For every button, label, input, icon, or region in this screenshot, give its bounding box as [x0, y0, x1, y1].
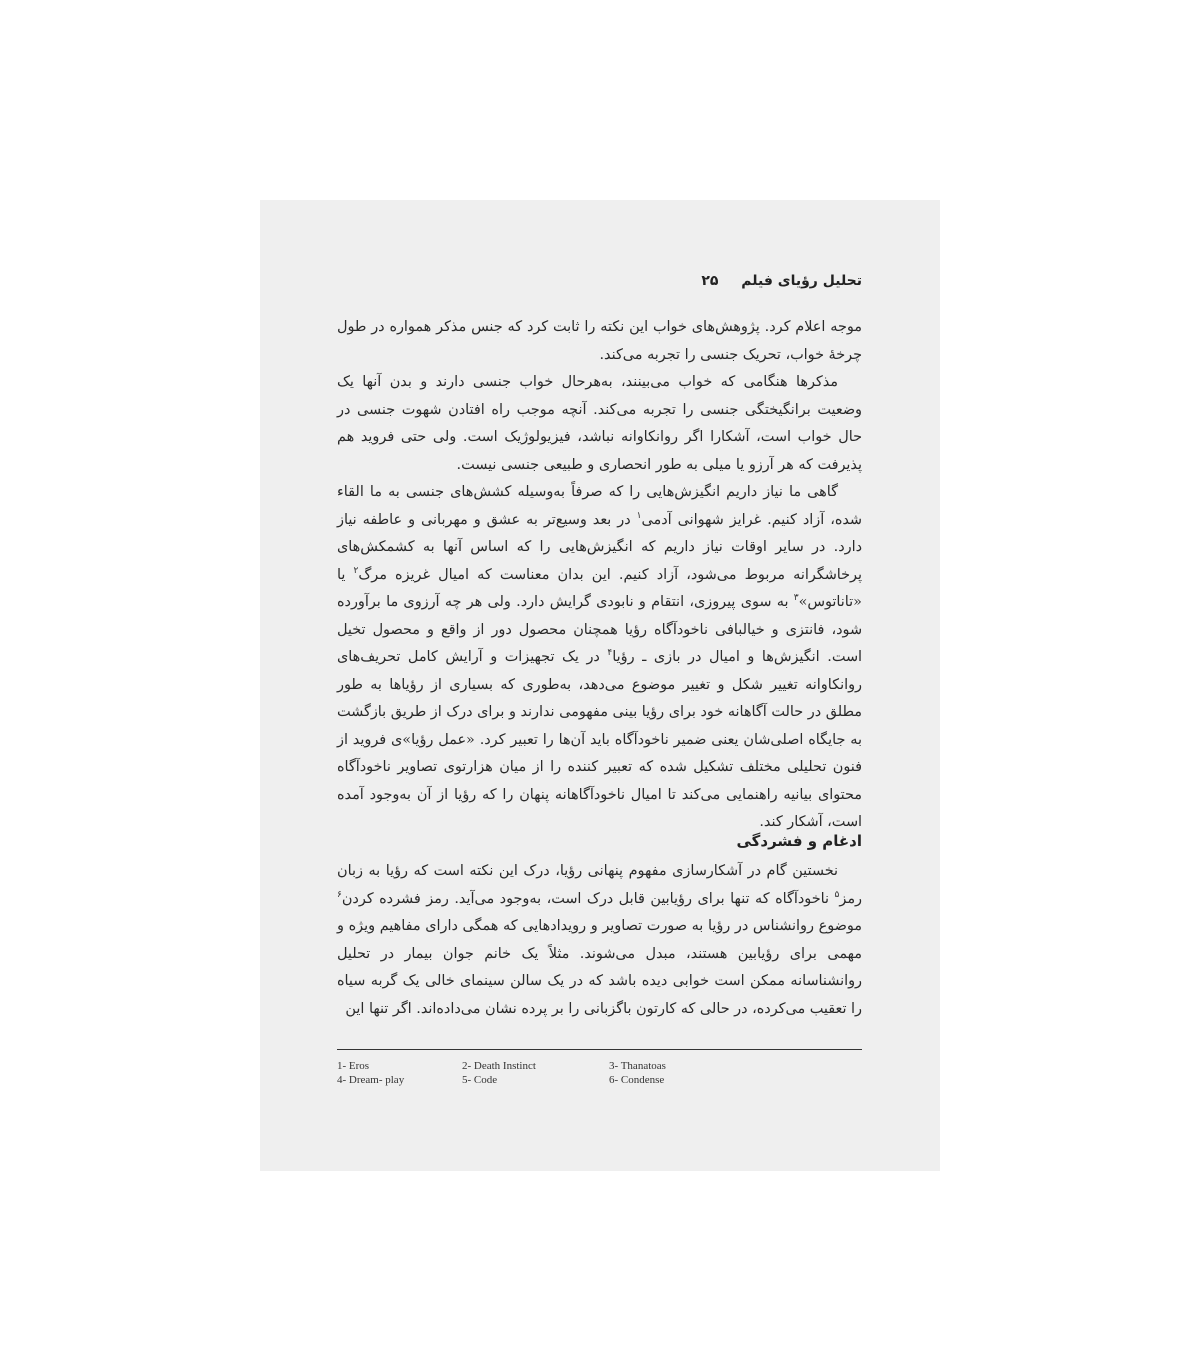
footnote-row — [337, 1059, 862, 1073]
section-heading: ادغام و فشردگی — [736, 832, 862, 850]
paragraph-text: گاهی ما نیاز داریم انگیزش‌هایی را که صرفاً به‌وسیله کشش‌های جنسی به ما القاء شده، آزاد کنیم. غرایز شهوانی آدمی — [337, 484, 862, 528]
footnote: 5- Code — [462, 1074, 498, 1086]
paragraph-text: نخستین گام در آشکارسازی مفهوم پنهانی رؤیا، درک این نکته است که رؤیا به زبان رمز — [337, 863, 862, 907]
footnote-row — [337, 1073, 862, 1087]
paragraph-text: موضوع روانشناس در رؤیا به صورت تصاویر و رویدادهایی که همگی دارای مفاهیم ویژه و مهمی برای رؤیابین هستند، مبدل می‌شوند. مثلاً یک خانم جوان بیمار در تحلیل روانشناسانه ممکن است خوابی دیده باشد که در یک سالن سینمای خالی یک گربه سیاه را تعقیب می‌کرده، در حالی که کارتون باگزبانی را بر پرده نشان می‌داده‌اند. اگر تنها این — [337, 918, 862, 1017]
body-text-bottom — [337, 858, 862, 1023]
paragraph-text: در یک تجهیزات و آرایش کامل تحریف‌های روانکاوانه تغییر شکل و تغییر موضوع می‌دهد، به‌طوری که بسیاری از رؤیاها به طور مطلق در حالت آگاهانه خود برای رؤیا بینی مفهومی ندارند و برای درک از طریق بازگشت به جایگاه اصلی‌شان یعنی ضمیر ناخودآگاه باید آن‌ها را تعبیر کرد. «عمل رؤیا»ی فروید از فنون تحلیلی مختلف تشکیل شده که تعبیر کننده را از میان هزارتوی تصاویر ناخودآگاه محتوای بیانیه راهنمایی می‌کند تا امیال ناخودآگاهانه پنهان را که رؤیا از آن به‌وجود آمده است، آشکار کند. — [337, 649, 862, 830]
running-head-title: تحلیل رؤیای فیلم — [741, 273, 862, 289]
paragraph — [337, 479, 862, 837]
footnote-ref: ۱ — [636, 510, 642, 521]
footnote-ref: ۴ — [607, 648, 613, 659]
paragraph-text: در بعد وسیع‌تر به عشق و مهربانی و عاطفه نیاز دارد. در سایر اوقات نیاز داریم که انگیزش‌هایی را که اساس آنها به کشمکش‌های پرخاشگرانه مربوط می‌شود، آزاد کنیم. این بدان معناست که امیال غریزه مرگ — [337, 511, 862, 583]
footnotes — [337, 1059, 862, 1087]
footnote-divider — [337, 1049, 862, 1050]
footnote: 4- Dream- play — [337, 1074, 405, 1086]
page-number: ۲۵ — [701, 273, 719, 289]
paragraph-text: به سوی پیروزی، انتقام و نابودی گرایش دارد. ولی هر چه آرزوی ما برآورده شود، فانتزی و خیالبافی ناخودآگاه رؤیا همچنان محصول دور از واقع و محصول تخیل است. انگیزش‌ها و امیال در بازی ـ رؤیا — [337, 594, 862, 665]
body-text-top — [337, 314, 862, 837]
paragraph — [337, 858, 862, 1023]
paragraph-text: ناخودآگاه که تنها برای رؤیابین قابل درک است، به‌وجود می‌آید. رمز فشرده کردن — [341, 890, 835, 907]
footnote: 2- Death Instinct — [462, 1060, 536, 1072]
running-head — [337, 273, 862, 289]
book-page — [260, 200, 940, 1171]
footnote-ref: ۵ — [834, 889, 840, 900]
footnote-ref: ۳ — [793, 593, 799, 604]
footnote-ref: ۲ — [353, 565, 359, 576]
paragraph: مذکرها هنگامی که خواب می‌بینند، به‌هرحال خواب جنسی دارند و بدن آنها یک وضعیت برانگیختگی جنسی را تجربه می‌کند. آنچه موجب راه افتادن شهوت جنسی در حال خواب است، آشکارا اگر روانکاوانه نباشد، فیزیولوژیک است. ولی حتی فروید هم پذیرفت که هر آرزو یا میلی به طور انحصاری و طبیعی جنسی نیست. — [337, 374, 862, 473]
footnote: 6- Condense — [609, 1074, 665, 1086]
paragraph: موجه اعلام کرد. پژوهش‌های خواب این نکته را ثابت کرد که جنس مذکر همواره در طول چرخهٔ خواب، تحریک جنسی را تجربه می‌کند. — [337, 319, 862, 363]
footnote: 1- Eros — [337, 1060, 370, 1072]
footnote-ref: ۶ — [337, 889, 342, 900]
paragraph-text: یا «تاناتوس» — [337, 566, 862, 610]
footnote: 3- Thanatoas — [609, 1060, 666, 1072]
